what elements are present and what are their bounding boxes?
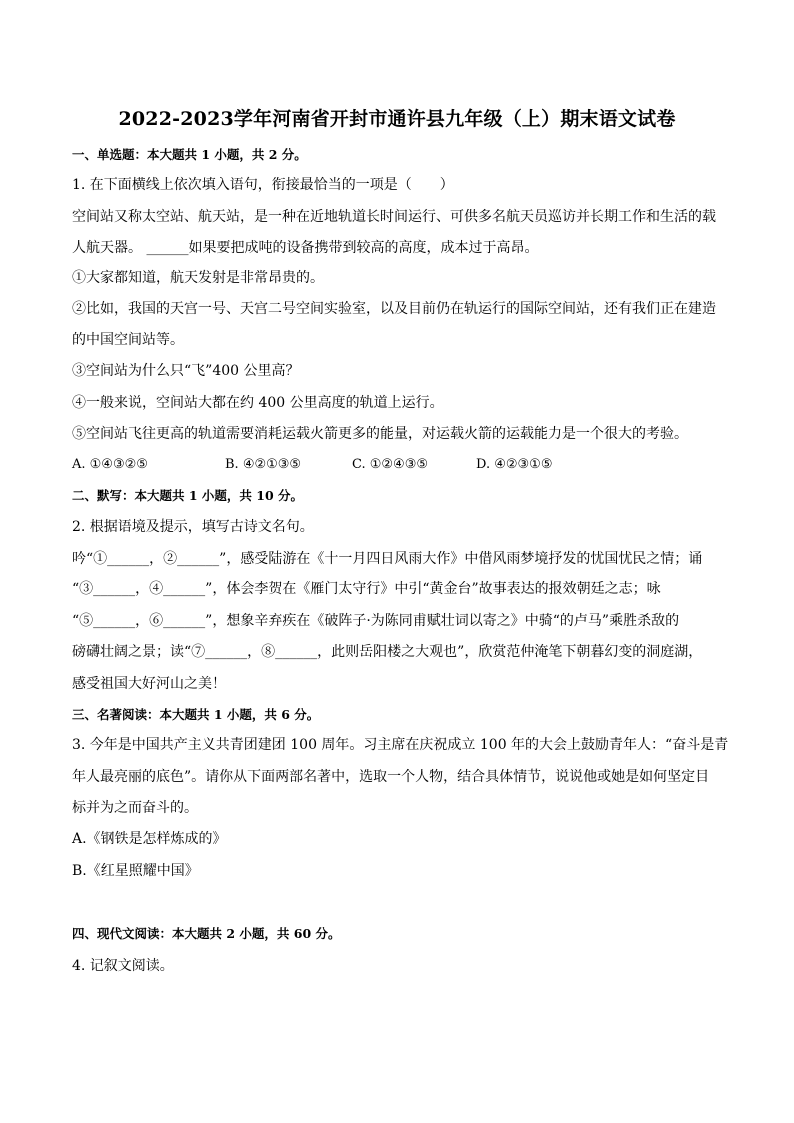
question-3-option-a: A.《钢铁是怎样炼成的》 — [72, 831, 227, 847]
question-3-line-2: 年人最亮丽的底色”。请你从下面两部名著中，选取一个人物，结合具体情节，说说他或她是如何坚定目 — [72, 769, 710, 785]
section-3-header: 三、名著阅读：本大题共 1 小题，共 6 分。 — [72, 707, 320, 722]
question-2-stem: 2. 根据语境及提示，填写古诗文名句。 — [72, 519, 314, 535]
section-1-header: 一、单选题：本大题共 1 小题，共 2 分。 — [72, 147, 307, 162]
page-title: 2022-2023学年河南省开封市通许县九年级（上）期末语文试卷 — [118, 108, 676, 130]
question-1-passage-line-2: 人航天器。 ______如果要把成吨的设备携带到较高的高度，成本过于高昂。 — [72, 240, 539, 256]
question-1-sentence-2a: ②比如，我国的天宫一号、天宫二号空间实验室，以及目前仍在轨运行的国际空间站，还有我们正在建造 — [72, 301, 716, 317]
option-b: B. ④②①③⑤ — [225, 457, 302, 472]
question-1-sentence-3: ③空间站为什么只“飞”400 公里高？ — [72, 363, 300, 379]
question-1-stem: 1. 在下面横线上依次填入语句，衔接最恰当的一项是（ ） — [72, 177, 454, 193]
option-a: A. ①④③②⑤ — [72, 457, 148, 472]
question-1-sentence-1: ①大家都知道，航天发射是非常昂贵的。 — [72, 270, 324, 286]
section-2-header: 二、默写：本大题共 1 小题，共 10 分。 — [72, 488, 304, 503]
question-2-line-2: “③______，④______”，体会李贺在《雁门太守行》中引“黄金台”故事表达的报效朝廷之志；咏 — [72, 581, 661, 597]
question-1-sentence-4: ④一般来说，空间站大都在约 400 公里高度的轨道上运行。 — [72, 395, 444, 411]
question-1-sentence-2b: 的中国空间站等。 — [72, 332, 184, 348]
option-c: C. ①②④③⑤ — [352, 457, 429, 472]
question-1-sentence-5: ⑤空间站飞往更高的轨道需要消耗运载火箭更多的能量，对运载火箭的运载能力是一个很大的考验。 — [72, 426, 688, 442]
question-2-line-3: “⑤______，⑥______”，想象辛弃疾在《破阵子·为陈同甫赋壮词以寄之》中骑“的卢马”乘胜杀敌的 — [72, 613, 680, 629]
question-2-line-5: 感受祖国大好河山之美！ — [72, 676, 226, 692]
option-d: D. ④②③①⑤ — [476, 457, 553, 472]
question-3-line-1: 3. 今年是中国共产主义共青团建团 100 周年。习主席在庆祝成立 100 年的大会上鼓励青年人：“奋斗是青 — [72, 737, 729, 753]
question-3-option-b: B.《红星照耀中国》 — [72, 863, 199, 879]
question-1-passage-line-1: 空间站又称太空站、航天站，是一种在近地轨道长时间运行、可供多名航天员巡访并长期工作和生活的载 — [72, 209, 716, 225]
question-2-line-4: 磅礴壮阔之景；读“⑦______，⑧______，此则岳阳楼之大观也”，欣赏范仲淹笔下朝暮幻变的洞庭湖， — [72, 644, 703, 660]
question-2-line-1: 吟“①______，②______”，感受陆游在《十一月四日风雨大作》中借风雨梦境抒发的忧国忧民之情；诵 — [72, 551, 703, 567]
question-4-stem: 4. 记叙文阅读。 — [72, 958, 174, 974]
question-3-line-3: 标并为之而奋斗的。 — [72, 800, 198, 816]
section-4-header: 四、现代文阅读：本大题共 2 小题，共 60 分。 — [72, 926, 341, 941]
